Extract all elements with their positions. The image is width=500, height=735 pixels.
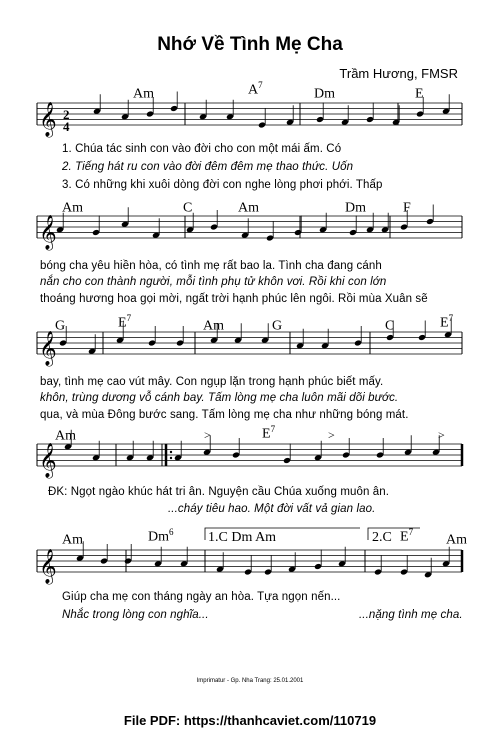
accent-mark-2: >	[328, 428, 335, 442]
lyric-s1-v2: 2. Tiếng hát ru con vào đời đêm đêm mẹ thao thức. Uốn	[62, 161, 354, 173]
lyric-s3-v1: bay, tình mẹ cao vút mây. Con ngụp lặn trong hạnh phúc biết mấy.	[40, 376, 384, 388]
lyric-s4-v2: ...cháy tiêu hao. Một đời vất vả gian lao.	[168, 503, 376, 515]
chord-s5-2: Dm$^6$	[148, 527, 174, 545]
chord-s3-2: $E^7$	[118, 313, 132, 331]
lyric-s5-v1: Giúp cha mẹ con tháng ngày an hòa. Tựa ngọn nến...	[62, 591, 341, 603]
chord-s2-3: Am	[238, 200, 259, 216]
treble-clef-icon: 𝄞	[39, 443, 57, 478]
time-signature-bottom: 4	[63, 119, 70, 134]
imprimatur-note: Imprimatur - Gp. Nha Trang: 25.01.2001	[196, 678, 304, 684]
time-signature-top: 2	[63, 107, 70, 122]
lyric-s1-v3: 3. Có những khi xuôi dòng đời con nghe lòng phơi phới. Thấp	[62, 179, 383, 191]
ending-2-label: 2.C	[372, 530, 392, 545]
lyric-s3-v3: qua, và mùa Đông bước sang. Tấm lòng mẹ cha như những bóng mát.	[40, 409, 409, 421]
treble-clef-icon: 𝄞	[39, 215, 57, 250]
chord-s2-1: Am	[62, 200, 83, 216]
song-title: Nhớ Về Tình Mẹ Cha	[157, 34, 343, 55]
lyric-s1-v1: 1. Chúa tác sinh con vào đời cho con một mái ấm. Có	[62, 143, 342, 155]
lyric-s2-v3: thoáng hương hoa gọi mời, ngất trời hạnh phúc lên ngôi. Rồi mùa Xuân sẽ	[40, 293, 428, 305]
treble-clef-icon: 𝄞	[39, 549, 57, 584]
accent-mark-3: >	[438, 428, 445, 442]
treble-clef-icon: 𝄞	[39, 102, 57, 137]
chord-s2-4: Dm	[345, 200, 366, 216]
chord-s5-6: Am	[446, 532, 467, 548]
pdf-download-link[interactable]: File PDF: https://thanhcaviet.com/110719	[123, 713, 377, 728]
chord-s1-3: Dm	[314, 86, 335, 102]
repeat-dot	[170, 457, 172, 459]
chord-s5-1: Am	[62, 532, 83, 548]
composer-credit: Trầm Hương, FMSR	[339, 66, 458, 81]
chord-s1-2: $A^7$	[248, 80, 263, 98]
lyric-s2-v1: bóng cha yêu hiền hòa, có tình mẹ rất bao la. Tình cha đang cánh	[40, 260, 382, 272]
lyric-s4-v1: ĐK: Ngọt ngào khúc hát tri ân. Nguyện cầu Chúa xuống muôn ân.	[48, 486, 390, 498]
chord-s4-1: Am	[55, 428, 76, 444]
chord-s3-6: $E^7$	[440, 313, 454, 331]
ending-1-label: 1.C Dm Am	[208, 530, 277, 545]
chord-s4-2: $E^7$	[262, 424, 276, 442]
chord-s5-5: $E^7$	[400, 527, 414, 545]
chord-s1-1: Am	[133, 86, 154, 102]
lyric-s5-v2: Nhắc trong lòng con nghĩa...	[62, 609, 209, 621]
chord-s2-2: C	[183, 200, 193, 216]
chord-s3-4: G	[272, 318, 283, 334]
lyric-s5-v3: ...nặng tình mẹ cha.	[359, 609, 463, 621]
chord-s3-3: Am	[203, 318, 224, 334]
chord-s2-5: F	[403, 200, 411, 216]
chord-s3-5: C	[385, 318, 395, 334]
lyric-s3-v2: khôn, trùng dương vỗ cánh bay. Tấm lòng mẹ cha luôn mãi dõi bước.	[40, 392, 399, 404]
treble-clef-icon: 𝄞	[39, 331, 57, 366]
chord-s3-1: G	[55, 318, 66, 334]
lyric-s2-v2: nắn cho con thành người, mỗi tình phụ tử khôn vơi. Rồi khi con lớn	[40, 276, 387, 288]
chord-s1-4: E	[415, 86, 424, 102]
repeat-dot	[170, 451, 172, 453]
accent-mark-1: >	[204, 428, 211, 442]
